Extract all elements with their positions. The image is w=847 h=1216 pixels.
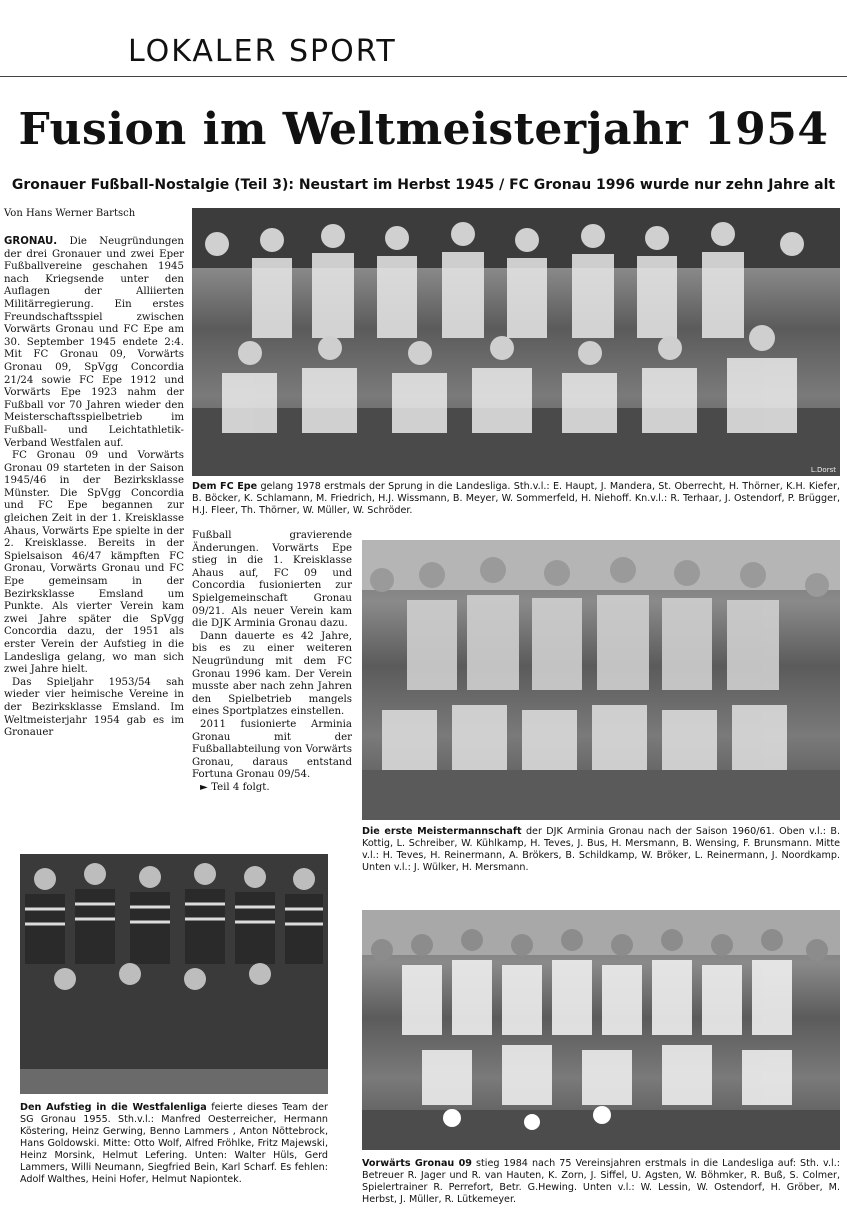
- article-paragraph: 2011 fusionierte Arminia Gronau mit der Fußballabteilung von Vorwärts Gronau, daraus entstand Fortuna Gronau 09/54.: [192, 718, 352, 781]
- caption-lead: Den Aufstieg in die Westfalenliga: [20, 1102, 207, 1113]
- photo-fc-epe: [192, 208, 840, 476]
- article-column-1: [4, 236, 184, 740]
- byline: Von Hans Werner Bartsch: [4, 208, 136, 219]
- headline: Fusion im Weltmeisterjahr 1954: [18, 104, 829, 155]
- paragraph-text: Die Neugründungen der drei Gronauer und zwei Eper Fußballvereine geschahen 1945 nach Kriegsende unter den Auflagen der Alliierten Militärregierung. Ein erstes Freundschaftsspiel zwischen Vorwärts Gronau und FC Epe am 30. September 1945 endete 2:4. Mit FC Gronau 09, Vorwärts Gronau 09, SpVgg Concordia 21/24 sowie FC Epe 1912 und Vorwärts Epe 1923 nahm der Fußball vor 70 Jahren wieder den Meisterschaftsspielbetrieb im Fußball- und Leichtathletik-Verband Westfalen auf.: [4, 236, 184, 449]
- article-paragraph: Das Spieljahr 1953/54 sah wieder vier heimische Vereine in der Bezirksklasse Emsland. Im Weltmeisterjahr 1954 gab es im Gronauer: [4, 676, 184, 739]
- article-paragraph: Fußball gravierende Änderungen. Vorwärts Epe stieg in die 1. Kreisklasse Ahaus auf, FC 09 und Concordia fusionierten zur Spielgemeinschaft Gronau 09/21. Als neuer Verein kam die DJK Arminia Gronau dazu.: [192, 530, 352, 630]
- team-photo-figures: [362, 540, 840, 820]
- team-photo-figures: [20, 854, 328, 1094]
- caption-sg-gronau: [20, 1102, 328, 1186]
- photo-sg-gronau: [20, 854, 328, 1094]
- caption-fc-epe: [192, 481, 840, 517]
- caption-arminia: [362, 826, 840, 874]
- article-column-2: [192, 530, 352, 794]
- section-label: LOKALER SPORT: [128, 34, 397, 69]
- caption-lead: Dem FC Epe: [192, 481, 258, 492]
- caption-text: feierte dieses Team der SG Gronau 1955. Sth.v.l.: Manfred Oesterreicher, Hermann Köstering, Heinz Gerwing, Benno Lammers , Anton Nöttebrock, Hans Goldowski. Mitte: Otto Wolf, Alfred Fröhlke, Fritz Majewski, Heinz Morsink, Helmut Lefering. Unten: Walter Hüls, Gerd Lammers, Willi Neumann, Siegfried Bein, Karl Scharf. Es fehlen: Adolf Walthes, Heini Hofer, Helmut Napiontek.: [20, 1102, 328, 1185]
- caption-lead: Die erste Meistermannschaft: [362, 826, 522, 837]
- team-photo-figures: [192, 208, 840, 476]
- caption-text: stieg 1984 nach 75 Vereinsjahren erstmals in die Landesliga auf: Sth. v.l.: Betreuer R. Jager und R. van Hauten, K. Zorn, J. Siffel, U. Agsten, W. Böhmker, R. Buß, S. Colmer, Spielertrainer R. Perrefort, Betr. G.Hewing. Unten v.l.: W. Lessin, W. Ostendorf, H. Gröber, M. Herbst, J. Müller, R. Lütkemeyer.: [362, 1158, 840, 1205]
- photo-credit: L.Dorst: [810, 466, 836, 474]
- dateline: GRONAU.: [4, 236, 58, 247]
- article-paragraph: [4, 236, 184, 450]
- caption-text: der DJK Arminia Gronau nach der Saison 1960/61. Oben v.l.: B. Kottig, L. Schreiber, W. Kühlkamp, H. Teves, J. Bus, H. Mersmann, B. Wensing, F. Brunsmann. Mitte v.l.: H. Teves, H. Reinermann, A. Brökers, B. Schildkamp, W. Bröker, L. Reinermann, J. Noordkamp. Unten v.l.: J. Wülker, H. Mersmann.: [362, 826, 840, 873]
- caption-vorwaerts: [362, 1158, 840, 1206]
- caption-lead: Vorwärts Gronau 09: [362, 1158, 472, 1169]
- photo-vorwaerts: [362, 910, 840, 1150]
- article-paragraph: FC Gronau 09 und Vorwärts Gronau 09 starteten in der Saison 1945/46 in der Bezirksklasse Münster. Die SpVgg Concordia und FC Epe begannen zur gleichen Zeit in der 1. Kreisklasse Ahaus, Vorwärts Epe spielte in der 2. Kreisklasse. Bereits in der Spielsaison 46/47 kämpften FC Gronau, Vorwärts Gronau und FC Epe gemeinsam in der Bezirksklasse Emsland um Punkte. Als vierter Verein kam zwei Jahre später die SpVgg Concordia dazu, der 1951 als erster Verein der Aufstieg in die Landesliga gelang, wo man sich zwei Jahre hielt.: [4, 450, 184, 676]
- caption-text: gelang 1978 erstmals der Sprung in die Landesliga. Sth.v.l.: E. Haupt, J. Mandera, St. Oberrecht, H. Thörner, K.H. Kiefer, B. Böcker, K. Schlamann, M. Friedrich, H.J. Wissmann, B. Meyer, W. Sommerfeld, H. Niehoff. Kn.v.l.: R. Terhaar, J. Ostendorf, P. Brügger, H.J. Fleer, Th. Thörner, W. Müller, W. Schröder.: [192, 481, 840, 516]
- continued-note: ► Teil 4 folgt.: [200, 781, 270, 793]
- team-photo-figures: [362, 910, 840, 1150]
- photo-arminia: [362, 540, 840, 820]
- article-paragraph: Dann dauerte es 42 Jahre, bis es zu einer weiteren Neugründung mit dem FC Gronau 1996 kam. Der Verein musste aber nach zehn Jahren den Spielbetrieb mangels eines Sportplatzes einstellen.: [192, 630, 352, 718]
- subheadline: Gronauer Fußball-Nostalgie (Teil 3): Neustart im Herbst 1945 / FC Gronau 1996 wurde nur zehn Jahre alt: [11, 177, 836, 193]
- section-divider: [0, 76, 847, 77]
